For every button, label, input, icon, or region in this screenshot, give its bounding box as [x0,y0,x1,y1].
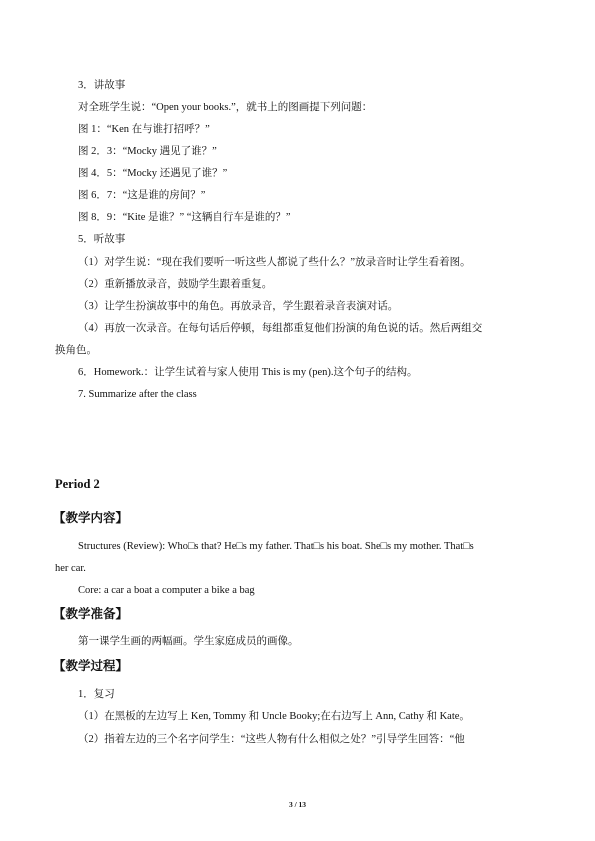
prep-line: 第一课学生画的两幅画。学生家庭成员的画像。 [78,636,299,647]
listen-step-3: （3）让学生扮演故事中的角色。再放录音，学生跟着录音表演对话。 [78,301,399,312]
step-3-intro: 对全班学生说：“Open your books.”，就书上的图画提下列问题： [78,102,373,113]
content-heading: 【教学内容】 [53,511,129,525]
listen-step-2: （2）重新播放录音，鼓励学生跟着重复。 [78,279,273,290]
process-heading: 【教学过程】 [53,659,129,673]
picture-question-4: 图 6．7：“这是谁的房间？” [78,190,206,201]
step-3-heading: 3．讲故事 [78,80,126,91]
picture-question-2: 图 2．3：“Mocky 遇见了谁？” [78,146,217,157]
listen-step-4: （4）再放一次录音。在每句话后停顿，每组都重复他们扮演的角色说的话。然后两组交 [78,323,483,334]
process-step-1-2: （2）指着左边的三个名字问学生：“这些人物有什么相似之处？”引导学生回答：“他 [78,734,465,745]
step-5-heading: 5．听故事 [78,234,126,245]
process-step-1-1: （1）在黑板的左边写上 Ken, Tommy 和 Uncle Booky;在右边写上 Ann, Cathy 和 Kate。 [78,711,470,722]
listen-step-4-cont: 换角色。 [55,345,97,356]
content-structures: Structures (Review): Who□s that? He□s my father. That□s his boat. She□s my mother. That□s [78,541,474,552]
step-7-summary: 7. Summarize after the class [78,389,197,400]
picture-question-1: 图 1：“Ken 在与谁打招呼？” [78,124,210,135]
picture-question-3: 图 4．5：“Mocky 还遇见了谁？” [78,168,228,179]
process-step-1: 1．复习 [78,689,115,700]
picture-question-5: 图 8．9：“Kite 是谁？” “这辆自行车是谁的？” [78,212,291,223]
content-core: Core: a car a boat a computer a bike a bag [78,585,255,596]
step-6-homework: 6．Homework.：让学生试着与家人使用 This is my (pen).这个句子的结构。 [78,367,418,378]
listen-step-1: （1）对学生说：“现在我们要听一听这些人都说了些什么？”放录音时让学生看着图。 [78,257,471,268]
period-title: Period 2 [55,477,100,491]
prep-heading: 【教学准备】 [53,607,129,621]
page-number: 3 / 13 [288,800,307,809]
content-structures-cont: her car. [55,563,86,574]
